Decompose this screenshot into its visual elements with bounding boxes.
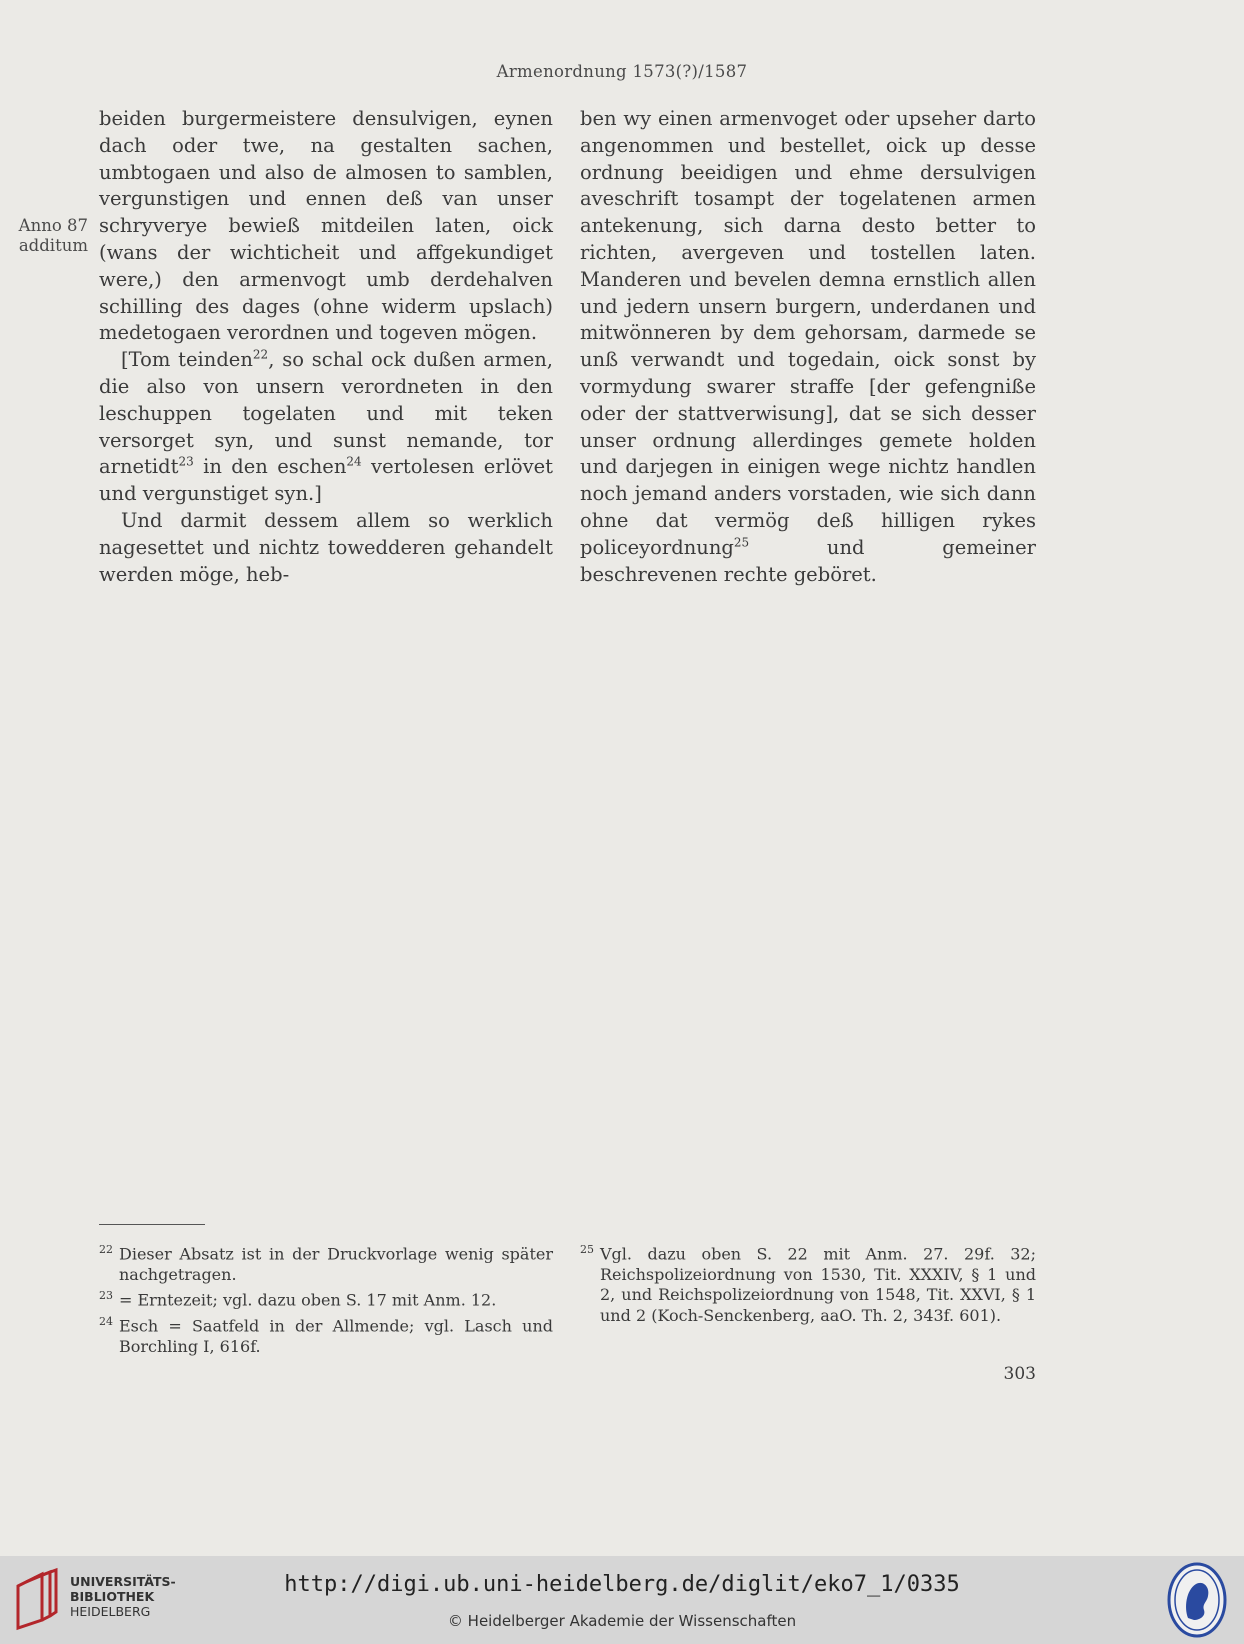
footnotes-left: [99, 1240, 553, 1358]
footnote: [99, 1312, 553, 1357]
paragraph-text: [Tom teinden: [121, 348, 253, 372]
library-name-line: UNIVERSITÄTS-: [70, 1574, 176, 1589]
footnote: [99, 1240, 553, 1285]
footnotes-right: [580, 1240, 1036, 1327]
footnote: [580, 1240, 1036, 1326]
footnote-ref[interactable]: 23: [178, 454, 194, 469]
footnote: [99, 1286, 553, 1311]
paragraph-text: , so schal ock dußen armen, die also von unsern verordneten in den leschuppen togelaten und mit teken versorget syn, und sunst nemande, tor arnetidt: [99, 348, 553, 479]
paragraph-text: ben wy einen armenvoget oder upseher darto angenommen und bestellet, oick up desse ordnung beeidigen und ehme dersulvigen aveschrift tosampt der togelatenen armen antekenung, sich darna desto better to richten, avergeven und tostellen laten. Manderen und bevelen demna ernstlich allen und jedern unsern burgern, underdanen und mitwönneren by dem gehorsam, darmede se unß verwandt und togedain, oick sonst by vormydung swarer straffe [der gefengniße oder der stattverwisung], dat se sich desser unser ordnung allerdinges gemete holden und darjegen in einigen wege nichtz handlen noch jemand anders vorstaden, wie sich dann ohne dat vermög deß hilligen rykes policeyordnung: [580, 107, 1036, 559]
paragraph-text: vertolesen erlövet und vergunstiget syn.]: [99, 455, 553, 506]
footnote-ref[interactable]: 25: [733, 535, 750, 550]
footnote-number: 22: [99, 1243, 113, 1256]
footnote-text: Dieser Absatz ist in der Druckvorlage wenig später nachgetragen.: [119, 1244, 553, 1284]
footnote-number: 24: [99, 1315, 113, 1329]
library-name-line: BIBLIOTHEK: [70, 1589, 155, 1604]
viewer-footer: [0, 1556, 1244, 1644]
paragraph-text: in den eschen: [193, 455, 347, 479]
footnote-number: 25: [580, 1243, 594, 1256]
footnote-ref[interactable]: 24: [346, 454, 362, 469]
footnote-text: Vgl. dazu oben S. 22 mit Anm. 27. 29f. 32; Reichspolizeiordnung von 1530, Tit. XXXIV, § 1 und 2, und Reichspolizeiordnung von 1548, Tit. XXVI, § 1 und 2 (Koch-Senckenberg, aaO. Th. 2, 343f. 601).: [600, 1244, 1036, 1325]
paragraph: beiden burgermeistere densulvigen, eynen dach oder twe, na gestalten sachen, umbtogaen und also de almosen to samblen, vergunstigen und ennen deß van unser schryverye bewieß mitdeilen laten, oick (wans der wichticheit und affgekundiget were,) den armenvogt umb derdehalven schilling des dages (ohne widerm upslach) medetogaen verordnen und togeven mögen.: [99, 107, 553, 345]
footnote-number: 23: [99, 1289, 113, 1303]
margin-note-line: Anno 87: [18, 216, 88, 235]
paragraph: [99, 347, 553, 508]
footnote-divider: [99, 1224, 205, 1225]
footnote-text: Esch = Saatfeld in der Allmende; vgl. Lasch und Borchling I, 616f.: [119, 1316, 553, 1356]
footnote-ref[interactable]: 22: [252, 347, 269, 362]
running-head: Armenordnung 1573(?)/1587: [496, 62, 748, 81]
copyright-notice: © Heidelberger Akademie der Wissenschaften: [447, 1612, 797, 1630]
paragraph-text: und gemeiner beschrevenen rechte geböret.: [580, 535, 1036, 586]
margin-note-line: additum: [18, 236, 88, 255]
footnote-text: = Erntezeit; vgl. dazu oben S. 17 mit Anm. 12.: [119, 1290, 497, 1310]
paragraph: [580, 106, 1036, 588]
margin-note: [14, 216, 88, 256]
library-name-line: HEIDELBERG: [70, 1604, 151, 1619]
left-column: [99, 106, 553, 588]
paragraph: Und darmit dessem allem so werklich nagesettet und nichtz towedderen gehandelt werden möge, heb-: [99, 508, 553, 586]
right-column: [580, 106, 1036, 588]
page-number: 303: [1003, 1364, 1036, 1384]
document-url-link[interactable]: http://digi.ub.uni-heidelberg.de/diglit/eko7_1/0335: [284, 1572, 960, 1597]
academy-seal-icon[interactable]: [1166, 1560, 1228, 1640]
